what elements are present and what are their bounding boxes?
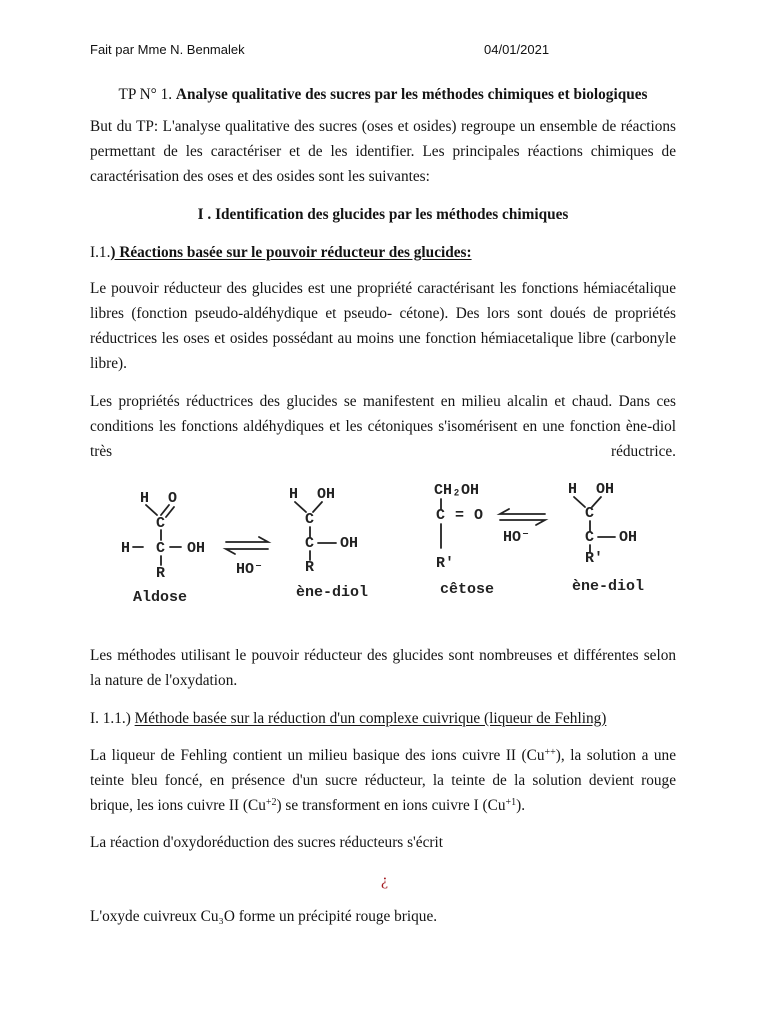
- title-prefix: TP N° 1.: [118, 85, 176, 103]
- enediol-label: ène-diol: [572, 578, 645, 595]
- atom-label: OH: [596, 481, 615, 498]
- cetose-structure: [434, 482, 494, 598]
- atom-label: O: [168, 490, 178, 507]
- paragraph-line: Les propriétés réductrices des glucides se manifestent en milieu alcalin et chaud. Dans ces: [90, 392, 676, 410]
- paragraph-line: But du TP: L'analyse qualitative des sucres (oses et osides) regroupe un ensemble de réactions: [90, 117, 676, 135]
- methods-paragraph: [90, 643, 676, 693]
- reaction-intro: La réaction d'oxydoréduction des sucres réducteurs s'écrit: [90, 833, 443, 851]
- bond-line: [146, 505, 157, 515]
- reverse-arrow: [226, 549, 268, 554]
- bond-line: [574, 497, 585, 507]
- atom-label: C: [156, 540, 166, 557]
- atom-label: C: [436, 507, 446, 524]
- paragraph-line: Le pouvoir réducteur des glucides est une propriété caractérisant les fonctions hémiacétalique: [90, 279, 676, 297]
- fehling-paragraph: [90, 743, 676, 818]
- paragraph-line: très réductrice.: [90, 442, 676, 460]
- paragraph-line: permettant de les caractériser et de les identifier. Les principales réactions chimiques de: [90, 142, 676, 160]
- intro-paragraph: [90, 114, 676, 189]
- text-run: La liqueur de Fehling contient un milieu basique des ions cuivre II (Cu: [90, 746, 545, 764]
- atom-label: R: [305, 559, 315, 576]
- atom-label: C: [305, 511, 315, 528]
- header-date: 04/01/2021: [484, 42, 550, 57]
- atom-label: C: [156, 515, 166, 532]
- equilibrium-arrow: [226, 537, 268, 578]
- forward-arrow: [226, 537, 268, 542]
- title-text: Analyse qualitative des sucres par les méthodes chimiques et biologiques: [175, 85, 648, 103]
- text-run: ), la solution a une: [555, 746, 676, 764]
- enediol-structure: [568, 481, 644, 595]
- subsection-heading: [90, 240, 676, 265]
- subsection-number: I. 1.1.): [90, 709, 131, 727]
- atom-label: H: [140, 490, 150, 507]
- text-run: ).: [516, 796, 526, 814]
- reverse-arrow: [500, 509, 545, 514]
- enediol-structure: [289, 486, 368, 601]
- paragraph-line: libres (fonction pseudo-aldéhydique et pseudo- cétone). Des lors sont doués de propriétés: [90, 304, 676, 322]
- charge-superscript: +1: [505, 796, 517, 808]
- paragraph-line: Les méthodes utilisant le pouvoir réducteur des glucides sont nombreuses et différentes selon: [90, 646, 676, 664]
- atom-label: R': [585, 550, 604, 567]
- catalyst-label: HO⁻: [503, 529, 531, 546]
- atom-label: R: [156, 565, 166, 582]
- double-bond-sign: =: [455, 507, 465, 524]
- charge-superscript: ++: [544, 746, 556, 758]
- paragraph-line: réductrices les oses et osides possédant au moins une fonction hémiacetalique libre (carbonyle: [90, 329, 676, 347]
- charge-superscript: +2: [265, 796, 277, 808]
- header-author: Fait par Mme N. Benmalek: [90, 42, 245, 57]
- cetose-label: cêtose: [440, 581, 495, 598]
- page-title: [90, 82, 676, 107]
- paragraph-line: libre).: [90, 354, 127, 372]
- paragraph-line: [90, 743, 676, 768]
- atom-label: C: [305, 535, 315, 552]
- atom-label: OH: [340, 535, 359, 552]
- atom-label: O: [474, 507, 484, 524]
- subsection-heading: [90, 706, 676, 731]
- atom-label: C: [585, 529, 595, 546]
- enediol-label: ène-diol: [296, 584, 369, 601]
- paragraph-line: caractérisation des oses et des osides sont les suivantes:: [90, 167, 430, 185]
- atom-label: OH: [317, 486, 336, 503]
- reducing-power-paragraph: [90, 276, 676, 376]
- forward-arrow: [500, 520, 545, 525]
- atom-label: OH: [619, 529, 638, 546]
- atom-label: H: [121, 540, 131, 557]
- atom-label: R': [436, 555, 455, 572]
- atom-label: C: [585, 505, 595, 522]
- atom-label: OH: [187, 540, 206, 557]
- paragraph-line: la nature de l'oxydation.: [90, 671, 238, 689]
- catalyst-label: HO⁻: [236, 561, 264, 578]
- atom-label: H: [568, 481, 578, 498]
- enediol-reaction-figure: [90, 468, 680, 620]
- equilibrium-arrow: [500, 509, 545, 546]
- subsection-title: Méthode basée sur la réduction d'un complexe cuivrique (liqueur de Fehling): [134, 709, 607, 727]
- atom-label: CH₂OH: [434, 482, 480, 499]
- paragraph-line: conditions les fonctions aldéhydiques et les cétoniques s'isomérisent en une fonction ène-diol: [90, 417, 676, 435]
- equation-placeholder: ¿: [381, 871, 389, 889]
- conclusion-sentence: L'oxyde cuivreux Cu₃O forme un précipité rouge brique.: [90, 907, 438, 925]
- subsection-title: ) Réactions basée sur le pouvoir réducteur des glucides:: [110, 243, 472, 261]
- alkaline-paragraph: [90, 389, 676, 464]
- section-heading: I . Identification des glucides par les méthodes chimiques: [197, 205, 569, 223]
- paragraph-line: [90, 793, 676, 818]
- aldose-label: Aldose: [133, 589, 188, 606]
- bond-line: [313, 502, 322, 512]
- paragraph-line: teinte bleu foncé, en présence d'un sucre réducteur, la teinte de la solution devient rouge: [90, 771, 676, 789]
- text-run: brique, les ions cuivre II (Cu: [90, 796, 266, 814]
- atom-label: H: [289, 486, 299, 503]
- subsection-number: I.1.: [90, 243, 111, 261]
- aldose-structure: [121, 490, 205, 606]
- text-run: ) se transforment en ions cuivre I (Cu: [276, 796, 506, 814]
